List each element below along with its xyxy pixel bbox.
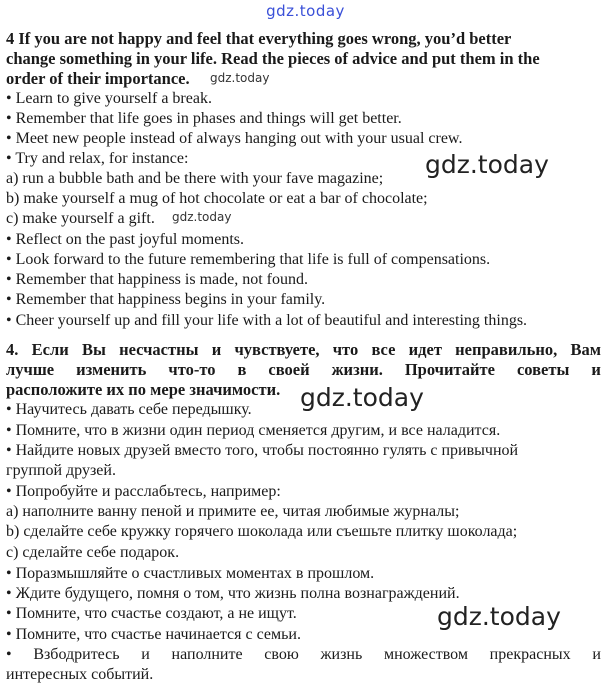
russian-item: • Помните, что в жизни один период сменяется другим, и все наладится.: [6, 422, 501, 439]
english-heading-line-1: 4 If you are not happy and feel that everything goes wrong, you’d better: [6, 29, 512, 48]
word: неправильно,: [455, 340, 558, 359]
english-item: • Reflect on the past joyful moments.: [6, 231, 244, 248]
word: что: [332, 340, 359, 359]
russian-item: • Найдите новых друзей вместо того, чтобы постоянно гулять с привычной: [6, 442, 519, 459]
russian-item: [6, 645, 601, 665]
english-item: • Cheer yourself up and fill your life with a lot of beautiful and interesting things.: [6, 312, 528, 329]
english-heading-line-3: order of their importance.: [6, 69, 190, 88]
russian-item: а) наполните ванну пеной и примите ее, читая любимые журналы;: [6, 503, 460, 520]
watermark: gdz.today: [210, 71, 270, 85]
watermark: gdz.today: [437, 602, 561, 631]
russian-item: • Помните, что счастье начинается с семьи.: [6, 626, 301, 643]
word: и: [141, 646, 150, 663]
russian-item: c) сделайте себе подарок.: [6, 544, 180, 561]
word: несчастны: [119, 340, 199, 359]
word: •: [6, 646, 12, 663]
word: лучше: [6, 360, 55, 379]
watermark: gdz.today: [300, 383, 424, 412]
word: и: [591, 360, 601, 379]
russian-heading-line-2: [6, 360, 601, 380]
russian-heading-line-1: [6, 340, 601, 360]
russian-item: • Попробуйте и расслабьтесь, например:: [6, 483, 281, 500]
english-item: • Learn to give yourself a break.: [6, 90, 212, 107]
word: и: [211, 340, 222, 359]
watermark: gdz.today: [172, 210, 232, 224]
russian-item: • Научитесь давать себе передышку.: [6, 401, 252, 418]
english-item: • Meet new people instead of always hanging out with your usual crew.: [6, 130, 463, 147]
english-item: • Remember that happiness is made, not found.: [6, 271, 308, 288]
word: изменить: [76, 360, 147, 379]
word: и: [592, 646, 601, 663]
english-item: • Look forward to the future remembering that life is full of compensations.: [6, 251, 491, 268]
word: в: [237, 360, 247, 379]
watermark-top: gdz.today: [266, 2, 345, 20]
russian-item: • Помните, что счастье создают, а не ищут.: [6, 605, 297, 622]
word: чувствуете,: [234, 340, 320, 359]
word: идет: [408, 340, 442, 359]
english-item: • Try and relax, for instance:: [6, 150, 189, 167]
word: 4.: [6, 340, 19, 359]
english-item: • Remember that happiness begins in your family.: [6, 291, 326, 308]
english-heading-line-2: change something in your life. Read the pieces of advice and put them in the: [6, 49, 540, 68]
watermark: gdz.today: [425, 150, 549, 179]
english-item: a) run a bubble bath and be there with your fave magazine;: [6, 170, 384, 187]
russian-item: • Ждите будущего, помня о том, что жизнь полна вознаграждений.: [6, 585, 460, 602]
word: Взбодритесь: [33, 646, 120, 663]
word: множеством: [383, 646, 468, 663]
russian-item: b) сделайте себе кружку горячего шоколада или съешьте плитку шоколада;: [6, 523, 518, 540]
russian-item: группой друзей.: [6, 462, 116, 479]
english-item: b) make yourself a mug of hot chocolate or eat a bar of chocolate;: [6, 190, 428, 207]
word: Если: [31, 340, 69, 359]
russian-item: • Поразмышляйте о счастливых моментах в прошлом.: [6, 565, 375, 582]
word: что-то: [168, 360, 216, 379]
word: свою: [264, 646, 299, 663]
word: советы: [516, 360, 570, 379]
russian-heading-line-3: расположите их по мере значимости.: [6, 380, 281, 399]
word: жизнь: [320, 646, 363, 663]
word: Вы: [81, 340, 106, 359]
word: Прочитайте: [404, 360, 495, 379]
word: наполните: [171, 646, 243, 663]
word: прекрасных: [489, 646, 571, 663]
word: своей: [268, 360, 310, 379]
english-item: • Remember that life goes in phases and things will get better.: [6, 110, 402, 127]
word: все: [371, 340, 396, 359]
russian-item-continuation: интересных событий.: [6, 666, 154, 683]
word: жизни.: [331, 360, 383, 379]
english-item: c) make yourself a gift.: [6, 210, 155, 227]
word: Вам: [570, 340, 601, 359]
